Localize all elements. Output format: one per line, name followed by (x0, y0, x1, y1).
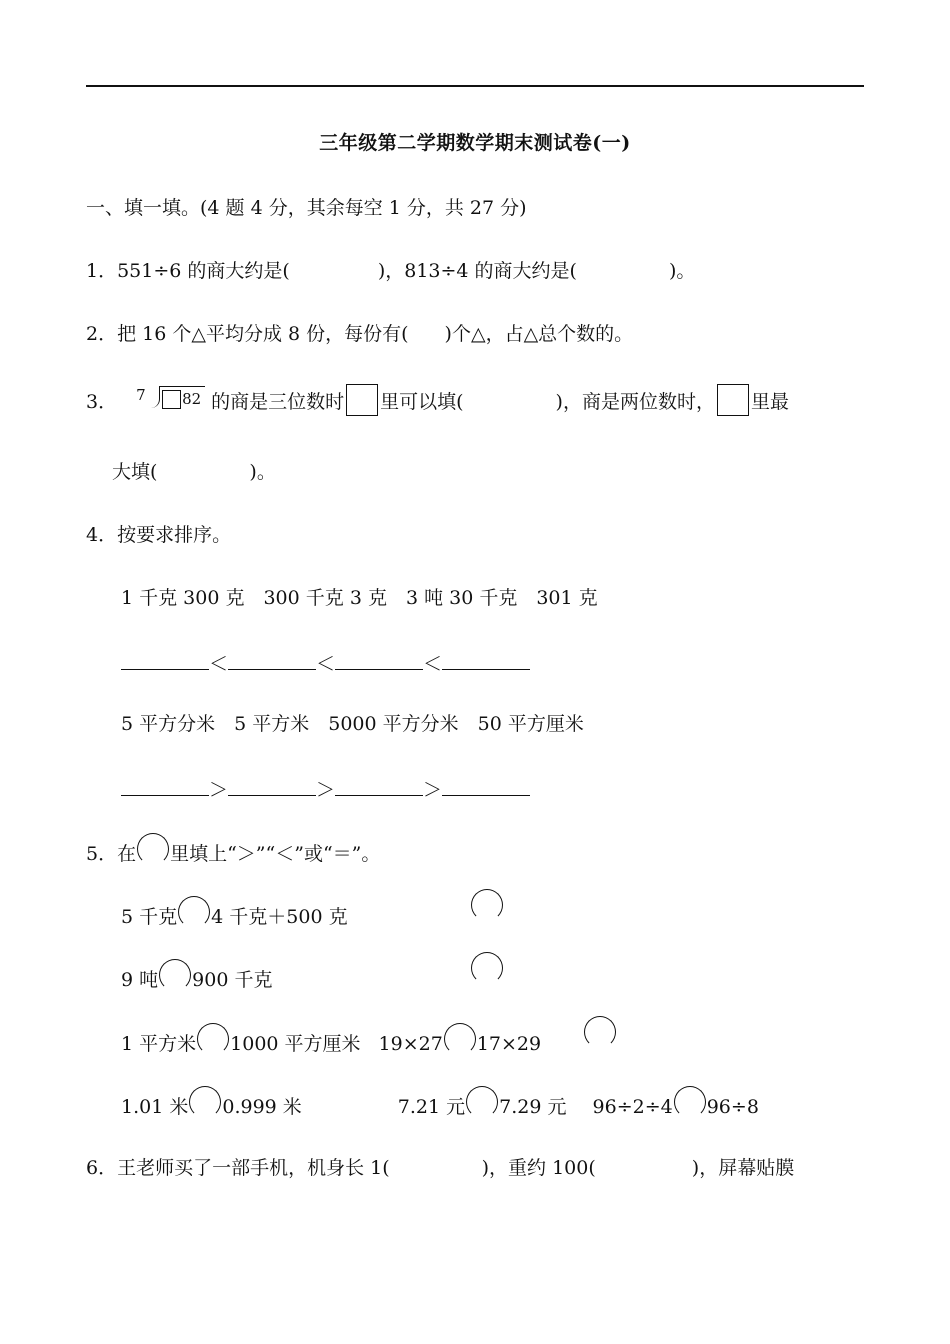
q3-text-f: )。 (249, 461, 276, 483)
r1-left: 5 千克 (121, 906, 178, 928)
compare-circle-icon (137, 833, 169, 865)
r2-left: 9 吨 (121, 969, 159, 991)
compare-circle-4[interactable] (444, 1023, 476, 1055)
order-blank-3[interactable] (335, 651, 423, 670)
compare-row-2 (121, 965, 272, 997)
q3-text-b: 里可以填( (380, 391, 464, 413)
r4-left: 1.01 米 (121, 1096, 189, 1118)
r4-right: 0.999 米 (222, 1096, 302, 1118)
dividend-box (162, 390, 181, 409)
compare-circle-6[interactable] (466, 1086, 498, 1118)
compare-circle-2[interactable] (159, 959, 191, 991)
question-2 (86, 321, 633, 347)
compare-circle-3[interactable] (197, 1023, 229, 1055)
compare-circle-7[interactable] (674, 1086, 706, 1118)
r4f-right: 96÷8 (706, 1096, 759, 1118)
lt-sign: ＜ (316, 653, 336, 675)
order-blank-1[interactable] (121, 651, 209, 670)
q3-text-a: 的商是三位数时 (211, 391, 345, 413)
q3-text-d: 里最 (750, 391, 789, 413)
q3-square-2 (717, 384, 749, 416)
compare-row-4 (121, 1092, 759, 1124)
compare-circle-extra-3[interactable] (584, 1016, 616, 1048)
q3-text-e: 大填( (112, 461, 158, 483)
q1-text-c: )。 (668, 260, 696, 282)
r3d-right: 17×29 (476, 1033, 542, 1055)
compare-circle-extra-1[interactable] (471, 889, 503, 921)
mass-list: 1 千克 300 克 300 千克 3 克 3 吨 30 千克 301 克 (121, 587, 598, 609)
long-division-figure (131, 382, 211, 412)
lt-sign: ＜ (423, 653, 443, 675)
compare-circle-1[interactable] (178, 896, 210, 928)
q3-square-1 (346, 384, 378, 416)
order-blank-4[interactable] (442, 651, 530, 670)
question-4-prompt: 4．按要求排序。 (86, 524, 232, 546)
top-rule (86, 85, 864, 87)
division-bracket (151, 386, 160, 408)
q1-text-a: 1．551÷6 的商大约是( (86, 260, 290, 282)
r3c-left: 19×27 (378, 1033, 443, 1055)
area-list: 5 平方分米 5 平方米 5000 平方分米 50 平方厘米 (121, 713, 584, 735)
q2-text-b: )个△，占△总个数的。 (444, 323, 634, 345)
gt-sign: ＞ (423, 779, 443, 801)
order-blank-6[interactable] (228, 777, 316, 796)
question-1 (86, 258, 695, 284)
area-order-row (121, 777, 530, 803)
q5-text-b: 里填上“＞”“＜”或“＝”。 (170, 843, 381, 865)
page-title: 三年级第二学期数学期末测试卷(一) (319, 132, 631, 154)
r4d-right: 7.29 元 (499, 1096, 567, 1118)
q3-number: 3． (86, 391, 118, 413)
question-5-prompt (86, 839, 380, 871)
mass-order-row (121, 651, 530, 677)
order-blank-8[interactable] (442, 777, 530, 796)
compare-circle-extra-2[interactable] (471, 952, 503, 984)
q3-text-c: )，商是两位数时， (555, 391, 715, 413)
question-3 (86, 387, 789, 419)
compare-row-1 (121, 902, 348, 934)
question-6 (86, 1155, 794, 1181)
r2-right: 900 千克 (192, 969, 273, 991)
q6-text-c: )，屏幕贴膜 (691, 1157, 795, 1179)
r1-right: 4 千克＋500 克 (211, 906, 348, 928)
dividend-tail: 82 (182, 390, 202, 408)
order-blank-2[interactable] (228, 651, 316, 670)
order-blank-5[interactable] (121, 777, 209, 796)
r4e-left: 96÷2÷4 (592, 1096, 673, 1118)
r3-right: 1000 平方厘米 (230, 1033, 361, 1055)
lt-sign: ＜ (209, 653, 229, 675)
order-blank-7[interactable] (335, 777, 423, 796)
q5-text-a: 5．在 (86, 843, 137, 865)
compare-row-3 (121, 1029, 541, 1061)
compare-circle-5[interactable] (189, 1086, 221, 1118)
section-heading: 一、填一填。(4 题 4 分，其余每空 1 分，共 27 分) (86, 197, 527, 219)
q6-text-a: 6．王老师买了一部手机，机身长 1( (86, 1157, 390, 1179)
q6-text-b: )，重约 100( (481, 1157, 596, 1179)
gt-sign: ＞ (316, 779, 336, 801)
q2-text-a: 2．把 16 个△平均分成 8 份，每份有( (86, 323, 409, 345)
question-3-cont (112, 459, 276, 485)
q1-text-b: )，813÷4 的商大约是( (377, 260, 577, 282)
gt-sign: ＞ (209, 779, 229, 801)
r4c-left: 7.21 元 (397, 1096, 466, 1118)
divisor: 7 (136, 386, 146, 404)
r3-left: 1 平方米 (121, 1033, 197, 1055)
